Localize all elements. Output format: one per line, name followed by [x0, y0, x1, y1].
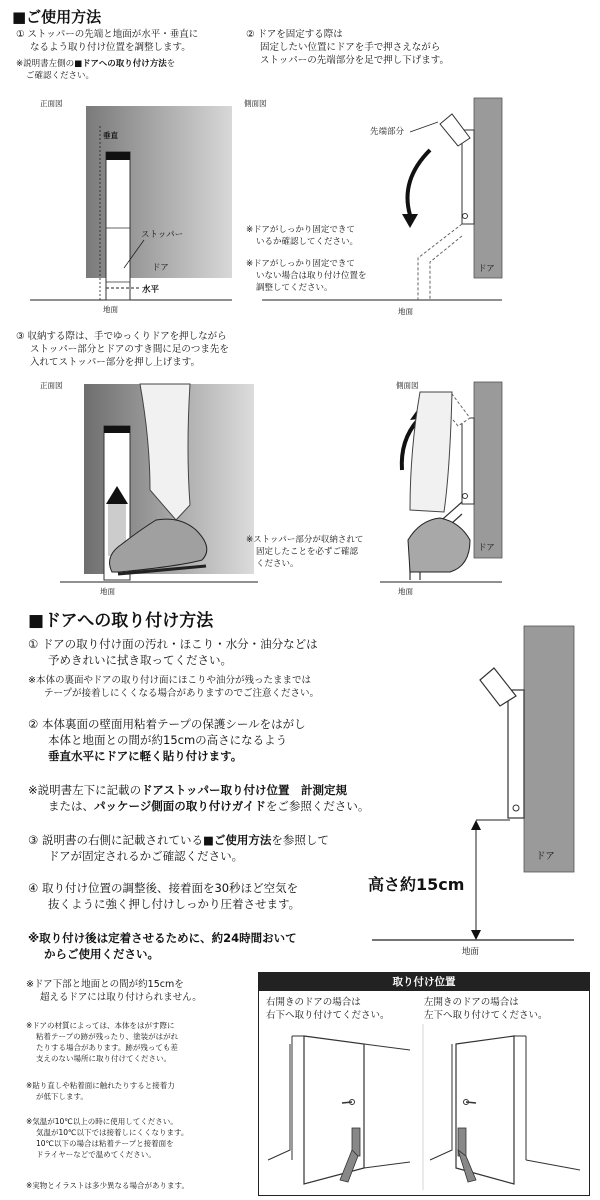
side-view-label-1: 側面図: [244, 99, 267, 108]
install-3-pre: ③ 説明書の右側に記載されている: [28, 833, 203, 847]
install-3-post: を参照して: [271, 833, 329, 847]
note-reattach-line-1: ※貼り直しや粘着面に触れたりすると接着力: [26, 1081, 175, 1090]
ruler-pre: ※説明書左下に記載の: [28, 783, 142, 797]
front-view-label-1: 正面図: [40, 99, 63, 108]
step-3-line-3: 入れてストッパー部分を押し上げます。: [30, 357, 200, 368]
install-1-line-2: 予めきれいに拭き取ってください。: [48, 653, 232, 667]
stored-note-line-3: ください。: [256, 559, 299, 569]
front-view-label-2: 正面図: [40, 381, 63, 390]
door-label-2: ドア: [478, 264, 495, 274]
install-1-line-1: ① ドアの取り付け面の汚れ・ほこり・水分・油分などは: [28, 637, 318, 651]
right-open-line-2: 右下へ取り付けてください。: [266, 1010, 390, 1021]
step-1-line-2: なるよう取り付け位置を調整します。: [30, 42, 191, 53]
tip-part-label: 先端部分: [370, 127, 405, 137]
guide-post: をご参照ください。: [265, 799, 370, 813]
stopper-label: ストッパー: [141, 230, 184, 240]
install-3-bold: ■ご使用方法: [202, 833, 272, 847]
position-box-title: 取り付け位置: [259, 973, 589, 991]
note-material-line-2: 粘着テープの跡が残ったり、塗装がはがれ: [36, 1032, 179, 1041]
install-note-1-line-1: ※本体の裏面やドアの取り付け面にほこりや油分が残ったままでは: [28, 675, 311, 686]
note-reattach-line-2: が低下します。: [36, 1092, 88, 1101]
note-gap-line-2: 超えるドアには取り付けられません。: [40, 992, 202, 1003]
note-material-line-4: 支えのない場所に取り付けてください。: [36, 1054, 171, 1063]
install-door-label: ドア: [536, 851, 555, 862]
install-4-line-2: 抜くように強く押し付けしっかり圧着させます。: [48, 897, 301, 911]
wait-line-1: ※取り付け後は定着させるために、約24時間おいて: [28, 931, 297, 945]
vertical-label: 垂直: [103, 131, 118, 140]
note-post: を: [166, 59, 176, 69]
note-illustration: ※実物とイラストは多少異なる場合があります。: [26, 1181, 189, 1190]
install-ground-label: 地面: [462, 947, 480, 957]
usage-title: ■ご使用方法: [12, 8, 102, 26]
step-2-line-3: ストッパーの先端部分を足で押し下げます。: [260, 55, 449, 66]
note-pre: ※説明書左側の: [16, 59, 75, 69]
note-temp-line-3: 10℃以下の場合は粘着テープと接着面を: [36, 1139, 174, 1148]
step-3-line-1: ③ 収納する際は、手でゆっくりドアを押しながら: [16, 331, 227, 342]
install-2-line-1: ② 本体裏面の壁面用粘着テープの保護シールをはがし: [28, 717, 306, 731]
stored-note-line-1: ※ストッパー部分が収納されて: [246, 535, 364, 545]
note-temp-line-1: ※気温が10℃以上の時に使用してください。: [26, 1117, 178, 1126]
check-note-2-line-1: ※ドアがしっかり固定できて: [246, 259, 355, 269]
left-open-line-1: 左開きのドアの場合は: [424, 997, 519, 1008]
height-label: 高さ約15cm: [368, 875, 465, 894]
install-note-1-line-2: テープが接着しにくくなる場合がありますのでご注意ください。: [44, 688, 320, 699]
note-link: ■ドアへの取り付け方法: [74, 59, 167, 69]
step-3-line-2: ストッパー部分とドアのすき間に足のつま先を: [30, 344, 229, 355]
check-note-1-line-1: ※ドアがしっかり固定できて: [246, 225, 355, 235]
guide-pre: または、: [48, 799, 94, 813]
note-line-2: ご確認ください。: [26, 71, 95, 81]
step-1-line-1: ① ストッパーの先端と地面が水平・垂直に: [16, 29, 199, 40]
note-material-line-1: ※ドアの材質によっては、本体をはがす際に: [26, 1021, 175, 1030]
note-temp-line-4: ドライヤーなどで温めてください。: [36, 1150, 156, 1159]
ruler-bold: ドアストッパー取り付け位置 計測定規: [141, 783, 347, 797]
note-gap-line-1: ※ドア下部と地面との間が約15cmを: [26, 979, 184, 990]
check-note-2-line-2: いない場合は取り付け位置を: [256, 271, 367, 281]
install-title: ■ドアへの取り付け方法: [28, 611, 214, 631]
door-label-1: ドア: [152, 263, 169, 273]
right-open-line-1: 右開きのドアの場合は: [266, 997, 361, 1008]
left-open-line-2: 左下へ取り付けてください。: [424, 1010, 548, 1021]
install-2-line-3: 垂直水平にドアに軽く貼り付けます。: [48, 749, 243, 763]
note-material-line-3: たりする場合があります。跡が残っても差: [36, 1043, 178, 1052]
install-2-line-2: 本体と地面との間が約15cmの高さになるよう: [48, 733, 288, 747]
ground-label-2: 地面: [398, 307, 413, 316]
stored-note-line-2: 固定したことを必ずご確認: [256, 547, 359, 557]
door-label-3: ドア: [478, 543, 495, 553]
install-4-line-1: ④ 取り付け位置の調整後、接着面を30秒ほど空気を: [28, 881, 299, 895]
guide-bold: パッケージ側面の取り付けガイド: [94, 799, 266, 813]
ground-label-1: 地面: [103, 305, 118, 314]
check-note-2-line-3: 調整してください。: [256, 283, 333, 293]
check-note-1-line-2: いるか確認してください。: [256, 237, 359, 247]
horizontal-label: 水平: [142, 285, 160, 295]
step-2-line-1: ② ドアを固定する際は: [246, 29, 343, 40]
install-3-line-2: ドアが固定されるかご確認ください。: [48, 849, 244, 863]
ground-label-3: 地面: [100, 587, 115, 596]
note-temp-line-2: 気温が10℃以下では接着しにくくなります。: [36, 1128, 189, 1137]
wait-line-2: からご使用ください。: [44, 947, 159, 961]
step-2-line-2: 固定したい位置にドアを手で押さえながら: [260, 42, 441, 53]
side-view-label-2: 側面図: [396, 381, 419, 390]
ground-label-4: 地面: [398, 587, 413, 596]
